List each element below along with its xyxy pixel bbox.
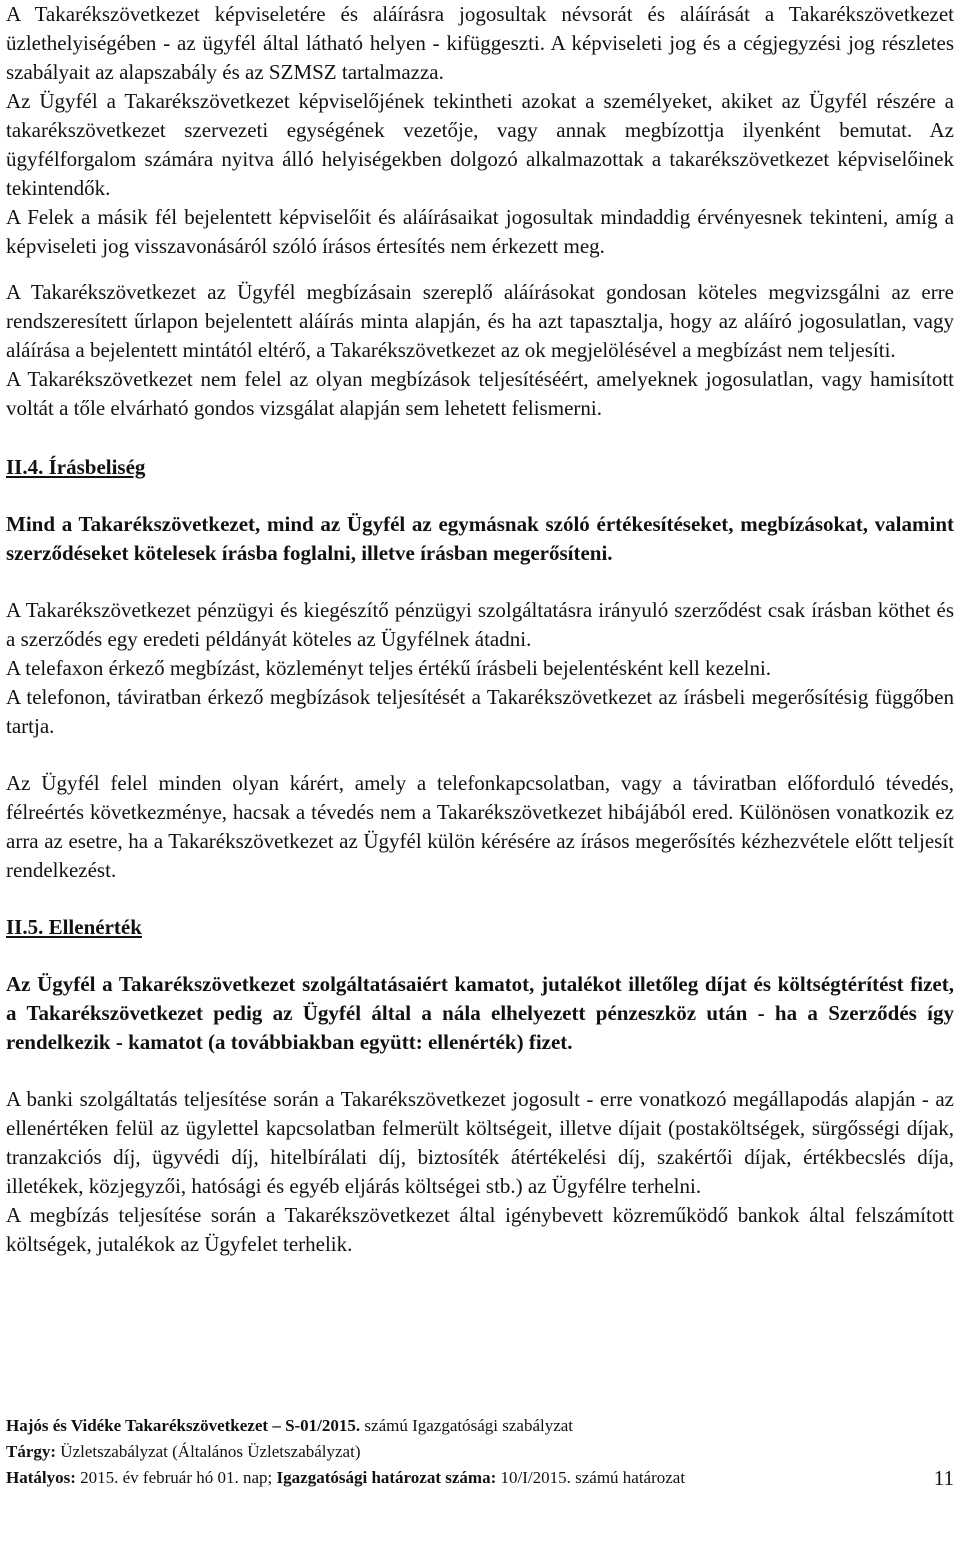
footer-line-regulation bbox=[6, 1413, 954, 1439]
paragraph-telephone: A telefonon, táviratban érkező megbízások teljesítését a Takarékszövetkezet az írásbeli megerősítésig függőben tartja. bbox=[6, 685, 954, 738]
footer-resolution-label: Igazgatósági határozat száma: bbox=[276, 1468, 497, 1487]
paragraph-representatives: Az Ügyfél a Takarékszövetkezet képviselőjének tekintheti azokat a személyeket, akiket az Ügyfél részére a takarékszövetkezet szervezeti egységének vezetője, vagy annak megbízottja ilyenként bemutat. Az ügyfélforgalom számára nyitva álló helyiségekben dolgozó alkalmazottak a takarékszövetkezet képviselőinek tekintendők. bbox=[6, 89, 954, 200]
footer-subject-label: Tárgy: bbox=[6, 1442, 57, 1461]
footer-effective-label: Hatályos: bbox=[6, 1468, 76, 1487]
page-footer bbox=[6, 1413, 954, 1491]
footer-regulation-type: számú Igazgatósági szabályzat bbox=[360, 1416, 574, 1435]
footer-issuer: Hajós és Vidéke Takarékszövetkezet – S-01/2015. bbox=[6, 1416, 361, 1435]
paragraph-costs: A banki szolgáltatás teljesítése során a Takarékszövetkezet jogosult - erre vonatkozó megállapodás alapján - az ellenértéken felül az ügylettel kapcsolatban felmerült költségeit, illetve díjait (postaköltségek, sürgősségi díjak, tranzakciós díj, ügyvédi díj, hitelbírálati díj, biztosíték átértékelési díj, szakértői díjak, értékbecslés díja, illetékek, közjegyzői, hatósági és egyéb eljárás költségei stb.) az Ügyfélre terhelni. bbox=[6, 1087, 954, 1198]
paragraph-contract-written: A Takarékszövetkezet pénzügyi és kiegészítő pénzügyi szolgáltatásra irányuló szerződést csak írásban köthet és a szerződés egy eredeti példányát köteles az Ügyfélnek átadni. bbox=[6, 598, 954, 651]
footer-resolution-number: 10/I/2015. számú határozat bbox=[496, 1468, 686, 1487]
paragraph-telefax: A telefaxon érkező megbízást, közleményt teljes értékű írásbeli bejelentésként kell kezelni. bbox=[6, 656, 772, 680]
section-heading-ii4: II.4. Írásbeliség bbox=[6, 455, 146, 479]
footer-effective-date: 2015. év február hó 01. nap; bbox=[75, 1468, 277, 1487]
footer-subject-value: Üzletszabályzat (Általános Üzletszabályzat) bbox=[56, 1442, 361, 1461]
paragraph-liability: A Takarékszövetkezet nem felel az olyan megbízások teljesítéséért, amelyeknek jogosulatlan, vagy hamisított voltát a tőle elvárható gondos vizsgálat alapján sem lehetett felismerni. bbox=[6, 367, 954, 420]
paragraph-signatures-valid: A Felek a másik fél bejelentett képviselőit és aláírásaikat jogosultak mindaddig érvényesnek tekinteni, amíg a képviseleti jog visszavonásáról szóló írásos értesítés nem érkezett meg. bbox=[6, 205, 954, 258]
paragraph-correspondent-costs: A megbízás teljesítése során a Takarékszövetkezet által igénybevett közreműködő bankok által felszámított költségek, jutalékok az Ügyfelet terhelik. bbox=[6, 1203, 954, 1256]
paragraph-client-liability: Az Ügyfél felel minden olyan kárért, amely a telefonkapcsolatban, vagy a táviratban előforduló tévedés, félreértés következménye, hacsak a tévedés nem a Takarékszövetkezet hibájából ered. Különösen vonatkozik ez arra az esetre, ha a Takarékszövetkezet az Ügyfél külön kérésére az írásos megerősítés kézhezvétele előtt teljesít rendelkezést. bbox=[6, 771, 954, 882]
document-body bbox=[6, 0, 954, 1259]
footer-line-effective bbox=[6, 1465, 954, 1491]
paragraph-consideration-bold: Az Ügyfél a Takarékszövetkezet szolgáltatásaiért kamatot, jutalékot illetőleg díjat és költségtérítést fizet, a Takarékszövetkezet pedig az Ügyfél által a nála elhelyezett pénzeszköz után - ha a Szerződés így rendelkezik - kamatot (a továbbiakban együtt: ellenérték) fizet. bbox=[6, 972, 954, 1054]
footer-line-subject bbox=[6, 1439, 954, 1465]
section-heading-ii5: II.5. Ellenérték bbox=[6, 915, 142, 939]
page-number: 11 bbox=[933, 1466, 954, 1490]
paragraph-representation-list: A Takarékszövetkezet képviseletére és aláírásra jogosultak névsorát és aláírását a Takarékszövetkezet üzlethelyiségében - az ügyfél által látható helyen - kifüggeszti. A képviseleti jog és a cégjegyzési jog részletes szabályait az alapszabály és az SZMSZ tartalmazza. bbox=[6, 2, 954, 84]
paragraph-written-form-bold: Mind a Takarékszövetkezet, mind az Ügyfél az egymásnak szóló értékesítéseket, megbízásokat, valamint szerződéseket kötelesek írásba foglalni, illetve írásban megerősíteni. bbox=[6, 512, 954, 565]
paragraph-signature-check: A Takarékszövetkezet az Ügyfél megbízásain szereplő aláírásokat gondosan köteles megvizsgálni az erre rendszeresített űrlapon bejelentett aláírás minta alapján, és ha azt tapasztalja, hogy az aláíró jogosulatlan, vagy aláírása a bejelentett mintától eltérő, a Takarékszövetkezet az ok megjelölésével a megbízást nem teljesíti. bbox=[6, 280, 954, 362]
